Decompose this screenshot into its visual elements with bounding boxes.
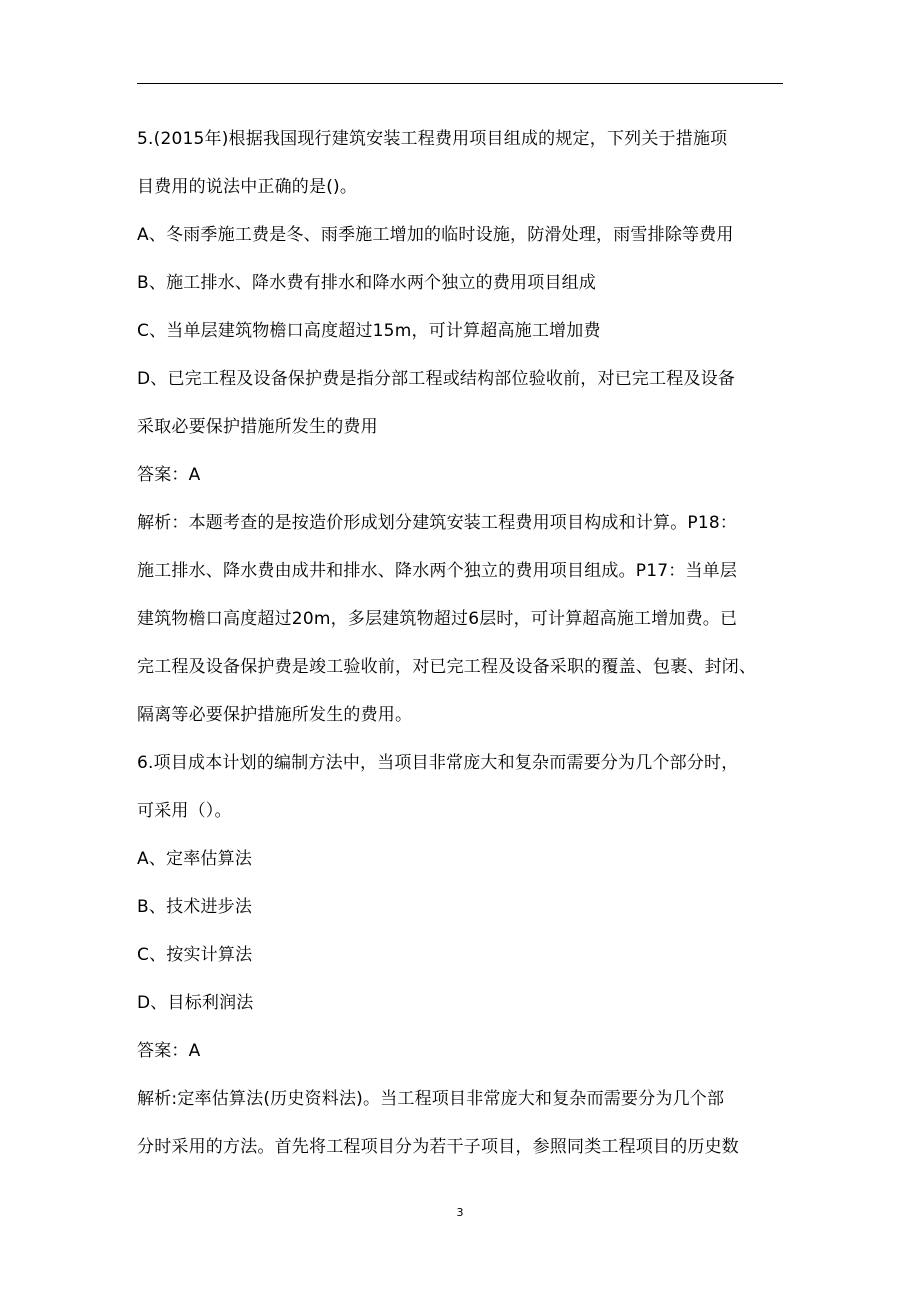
question-5-stem-line-2: 目费用的说法中正确的是()。 bbox=[137, 177, 358, 197]
question-6-analysis-line-1: 解析:定率估算法(历史资料法)。当工程项目非常庞大和复杂而需要分为几个部 bbox=[137, 1089, 725, 1109]
question-5-answer: 答案：A bbox=[137, 465, 201, 485]
question-5-option-d-line-1: D、已完工程及设备保护费是指分部工程或结构部位验收前，对已完工程及设备 bbox=[137, 369, 736, 389]
question-5-analysis-line-1: 解析：本题考查的是按造价形成划分建筑安装工程费用项目构成和计算。P18： bbox=[137, 513, 738, 533]
question-6-option-d: D、目标利润法 bbox=[137, 993, 254, 1013]
question-6-analysis-line-2: 分时采用的方法。首先将工程项目分为若干子项目，参照同类工程项目的历史数 bbox=[137, 1137, 739, 1157]
question-6-stem-line-1: 6.项目成本计划的编制方法中，当项目非常庞大和复杂而需要分为几个部分时， bbox=[137, 753, 739, 773]
question-5-analysis-line-2: 施工排水、降水费由成井和排水、降水两个独立的费用项目组成。P17：当单层 bbox=[137, 561, 738, 581]
question-5-analysis-line-5: 隔离等必要保护措施所发生的费用。 bbox=[137, 705, 413, 725]
question-5-analysis-line-3: 建筑物檐口高度超过20m，多层建筑物超过6层时，可计算超高施工增加费。已 bbox=[137, 609, 738, 629]
question-5-analysis-line-4: 完工程及设备保护费是竣工验收前，对已完工程及设备采职的覆盖、包裹、封闭、 bbox=[137, 657, 757, 677]
question-5-option-d-line-2: 采取必要保护措施所发生的费用 bbox=[137, 417, 378, 437]
question-5-option-b: B、施工排水、降水费有排水和降水两个独立的费用项目组成 bbox=[137, 273, 597, 293]
header-rule bbox=[137, 83, 783, 84]
question-6-option-b: B、技术进步法 bbox=[137, 897, 253, 917]
question-5-stem-line-1: 5.(2015年)根据我国现行建筑安装工程费用项目组成的规定，下列关于措施项 bbox=[137, 129, 728, 149]
page-number: 3 bbox=[456, 1206, 464, 1219]
question-5-option-a: A、冬雨季施工费是冬、雨季施工增加的临时设施，防滑处理，雨雪排除等费用 bbox=[137, 225, 734, 245]
question-6-option-a: A、定率估算法 bbox=[137, 849, 253, 869]
question-6-answer: 答案：A bbox=[137, 1041, 201, 1061]
question-6-option-c: C、按实计算法 bbox=[137, 945, 253, 965]
question-5-option-c: C、当单层建筑物檐口高度超过15m，可计算超高施工增加费 bbox=[137, 321, 601, 341]
question-6-stem-line-2: 可采用（）。 bbox=[137, 801, 232, 821]
